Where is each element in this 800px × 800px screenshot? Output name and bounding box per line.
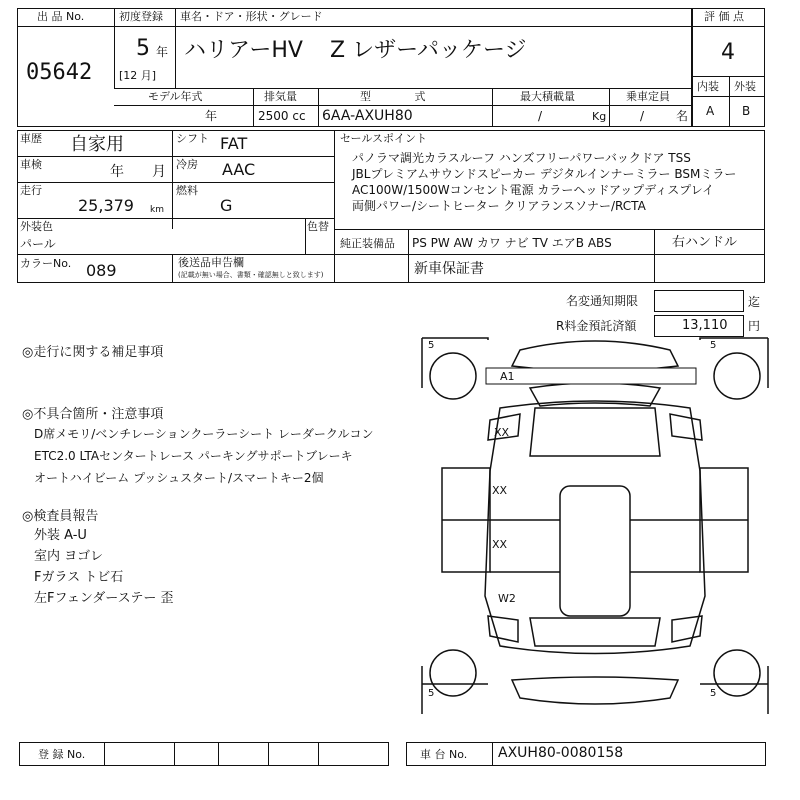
sales-point-line: パノラマ調光カラスルーフ ハンズフリーパワーバックドア TSS [352,151,691,165]
exterior-grade: B [742,104,751,118]
mark-box-a1 [486,368,696,384]
lot-number: 05642 [26,60,93,85]
mileage-value: 25,379 [78,196,134,215]
recycle-unit: 円 [748,319,761,333]
defect-line: オートハイビーム プッシュスタート/スマートキー2個 [34,471,324,485]
chassis-number: AXUH80-0080158 [498,745,624,761]
model-year-label: モデル年式 [148,90,203,103]
tire-label: 5 [710,340,717,351]
chassis-label: 車 台 No. [420,748,468,761]
fuel-value: G [220,196,233,215]
front-right-light [670,414,702,440]
inspector-line: 外装 A-U [34,528,87,543]
interior-label: 内装 [697,80,719,93]
color-no-value: 089 [86,261,117,280]
displacement-label: 排気量 [264,90,297,103]
color-no-label: カラーNo. [20,257,72,270]
fuel-label: 燃料 [176,184,198,197]
history-value: 自家用 [70,134,124,155]
sales-points-label: セールスポイント [340,132,428,145]
rear-window-outline [530,618,660,646]
interior-grade: A [706,104,715,118]
color-change-label: 色替 [307,220,329,233]
inspection-label: 車検 [20,158,42,171]
documents-value: 新車保証書 [414,261,484,277]
tire-label: 5 [710,688,717,699]
defects-title: ◎不具合箇所・注意事項 [22,407,164,422]
grade: Z レザーパッケージ [330,38,527,63]
damage-mark: XX [492,538,508,551]
tire-label: 5 [428,688,435,699]
rear-bumper-outline [512,677,678,704]
documents-label: 後送品申告欄 [178,256,244,269]
capacity-unit: 名 [676,109,689,123]
capacity-value: / [640,109,645,123]
equipment-label: 純正装備品 [340,237,395,250]
type-label: 型 式 [360,90,426,103]
exterior-color-value: パール [20,237,56,251]
displacement-value: 2500 cc [258,109,306,123]
reg-month: [12 月] [119,69,157,82]
shift-label: シフト [176,132,209,145]
ac-value: AAC [222,160,256,179]
damage-mark: XX [492,484,508,497]
handle-side: 右ハンドル [672,235,738,250]
mileage-unit: km [150,205,164,215]
car-name: ハリアーHV [184,38,303,63]
model-year-value: 年 [205,109,218,123]
inspector-line: Fガラス トビ石 [34,570,124,585]
roof-outline [560,486,630,616]
tire-front-left-icon [430,353,476,399]
max-load-label: 最大積載量 [520,90,575,103]
damage-mark: W2 [498,592,516,605]
tire-label: 5 [428,340,435,351]
name-change-label: 名変通知期限 [566,294,639,308]
exterior-color-label: 外装色 [20,220,53,233]
inspector-line: 左Fフェンダーステー 歪 [34,591,174,606]
sales-point-line: JBLプレミアムサウンドスピーカー デジタルインナーミラー BSMミラー [352,167,737,181]
reg-label: 初度登録 [119,10,163,23]
car-label: 車名・ドア・形状・グレード [180,10,323,23]
reg-year: 5 [136,36,150,61]
sales-point-line: 両側パワー/シートヒーター クリアランスソナー/RCTA [352,199,646,213]
front-bumper-outline [512,341,678,371]
reg-number-label: 登 録 No. [38,748,86,761]
shift-value: FAT [220,134,248,153]
inspection-month: 月 [152,164,166,180]
inspector-title: ◎検査員報告 [22,509,99,524]
name-change-unit: 迄 [748,295,761,309]
car-damage-diagram [420,336,770,716]
defect-line: D席メモリ/ベンチレーションクーラーシート レーダークルコン [34,427,374,441]
inspection-year: 年 [110,164,124,180]
max-load-unit: Kg [592,110,607,123]
recycle-value: 13,110 [682,318,728,333]
exterior-label: 外装 [734,80,756,93]
equipment-value: PS PW AW カワ ナビ TV エアB ABS [412,236,612,250]
history-label: 車歴 [20,132,42,145]
type-value: 6AA-AXUH80 [322,108,413,124]
recycle-label: R料金預託済額 [556,319,637,333]
tire-front-right-icon [714,353,760,399]
ac-label: 冷房 [176,158,198,171]
documents-note: (記載が無い場合、書類・確認無しと致します) [178,271,324,279]
sales-point-line: AC100W/1500Wコンセント電源 カラーヘッドアップディスプレイ [352,183,715,197]
tire-rear-right-icon [714,650,760,696]
defect-line: ETC2.0 LTAセンタートレース パーキングサポートブレーキ [34,449,353,463]
score-label: 評 価 点 [704,10,744,23]
capacity-label: 乗車定員 [626,90,670,103]
lot-label: 出 品 No. [37,10,85,23]
damage-mark: XX [494,426,510,439]
reg-year-unit: 年 [156,45,169,59]
windshield-outline [530,408,660,456]
inspector-line: 室内 ヨゴレ [34,549,104,564]
tire-rear-left-icon [430,650,476,696]
score-value: 4 [721,40,735,65]
driving-remarks-title: ◎走行に関する補足事項 [22,345,164,360]
name-change-field[interactable] [654,290,744,312]
max-load-value: / [538,109,543,123]
mileage-label: 走行 [20,184,42,197]
damage-mark: A1 [500,370,515,383]
